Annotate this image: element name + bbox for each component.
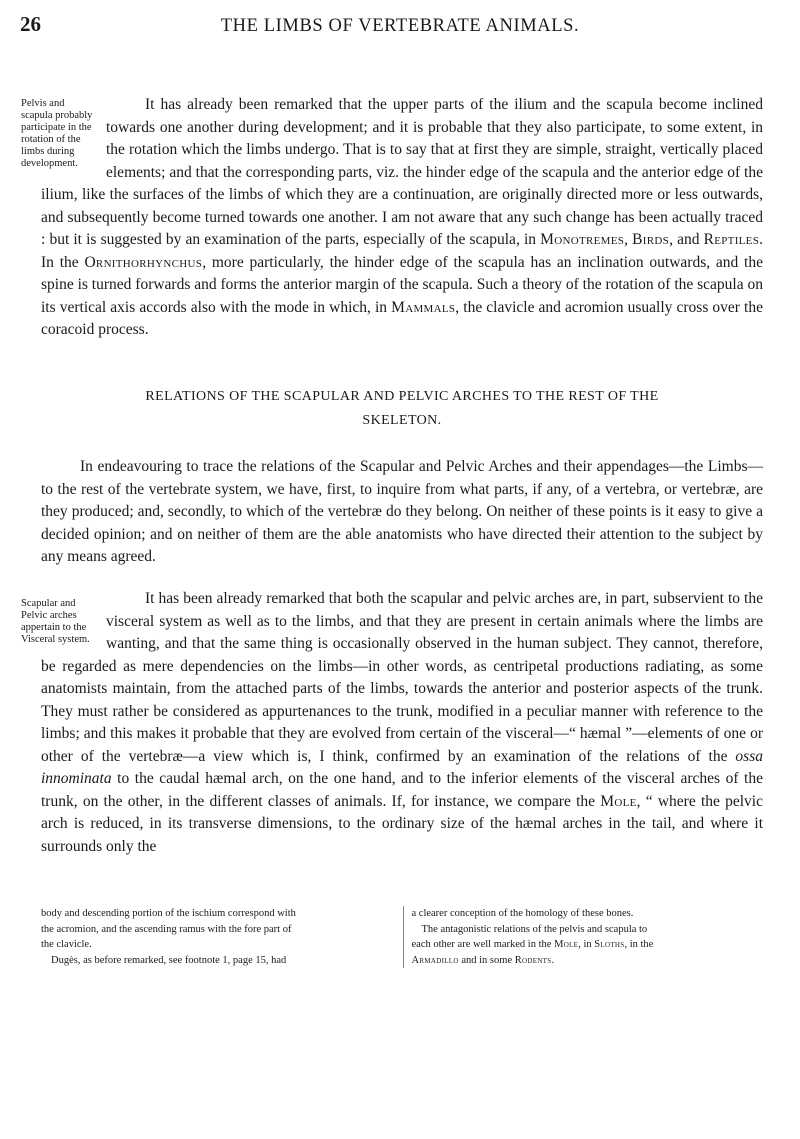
paragraph-relations: In endeavouring to trace the relations of the Scapular and Pelvic Arches and their appendages—the Limbs—to the rest of the vertebrate system, we have, first, to inquire from what parts, if any, of a vertebra, or vertebræ, are they produced; and, secondly, to which of the vertebræ do they belong. On neither of these points is it easy to give a decided opinion; and on neither of them are the able anatomists who have directed their attention to the subject by any means agreed. <box>41 458 763 565</box>
running-title: THE LIMBS OF VERTEBRATE ANIMALS. <box>220 16 580 36</box>
paragraph-rotation: Pelvis and scapula probably participate in the rotation of the limbs during development. It has already been remarked that the upper parts of the ilium and the scapula become inclined towards one another during development; and it is probable that they also participate, to some extent, in the rotation which the limbs undergo. That is to say that at first they are simple, straight, vertically placed elements; and that the corresponding parts, viz. the hinder edge of the scapula and the anterior edge of the ilium, like the surfaces of the limbs of which they are a continuation, are originally directed more or less outwards, and subsequently become turned towards one another. I am not aware that any such change has been actually traced : but it is suggested by an examination of the parts, especially of the scapula, in Monotremes, Birds, and Reptiles. In the Ornithorhynchus, more particularly, the hinder edge of the scapula has an inclination outwards, and the spine is turned forwards and forms the anterior margin of the scapula. Such a theory of the rotation of the scapula on its vertical axis accords also with the mode in which, in Mammals, the clavicle and acromion usually cross over the coracoid process. <box>21 96 763 338</box>
term-reptiles: Reptiles <box>703 231 760 248</box>
term-mole: Mole <box>600 792 637 810</box>
margin-note-visceral: Scapular and Pelvic arches appertain to the Visceral system. <box>21 598 90 645</box>
term-ossa-innominata: ossa innominata <box>41 747 763 787</box>
footnote-left: body and descending portion of the ischium correspond with the acromion, and the ascending ramus with the fore part of the clavicle. Dugès, as before remarked, see footnote 1, page 15, had <box>41 908 296 966</box>
term-monotremes: Monotremes <box>540 231 625 248</box>
footnotes <box>41 906 765 968</box>
footnote-right: a clearer conception of the homology of these bones. The antagonistic relations of the pelvis and scapula to each other are well marked in the Mole, in Sloths, in the Armadillo and in some Rodents. <box>403 906 766 968</box>
term-mammals: Mammals <box>391 298 456 316</box>
margin-note-pelvis-scapula: Pelvis and scapula probably participate in the rotation of the limbs during development. <box>21 98 93 169</box>
section-heading: RELATIONS OF THE SCAPULAR AND PELVIC ARCHES TO THE REST OF THE SKELETON. <box>145 389 659 428</box>
page-number: 26 <box>20 12 41 36</box>
term-ornithorhynchus: Ornithorhynchus <box>84 253 203 271</box>
term-birds: Birds <box>632 231 670 248</box>
paragraph-visceral: Scapular and Pelvic arches appertain to the Visceral system. It has been already remarked that both the scapular and pelvic arches are, in part, subservient to the visceral system as well as to the limbs, and that they are present in certain animals where the limbs are wanting, and that the same thing is occasionally observed in the human subject. They cannot, therefore, be regarded as mere dependencies on the limbs—in other words, as centripetal productions radiating, as some anatomists maintain, from the attached parts of the limbs, towards the anterior and posterior aspects of the trunk. They must rather be considered as appurtenances to the trunk, modified in a peculiar manner with reference to the limbs; and this makes it probable that they are evolved from certain of the visceral—“ hæmal ”—elements of one or other of the vertebræ—a view which is, I think, confirmed by an examination of the relations of the ossa innominata to the caudal hæmal arch, on the one hand, and to the inferior elements of the visceral arches of the trunk, on the other, in the different classes of animals. If, for instance, we compare the Mole, “ where the pelvic arch is reduced, in its transverse dimensions, to the ordinary size of the hæmal arches in the tail, and where it surrounds only the <box>21 590 763 855</box>
